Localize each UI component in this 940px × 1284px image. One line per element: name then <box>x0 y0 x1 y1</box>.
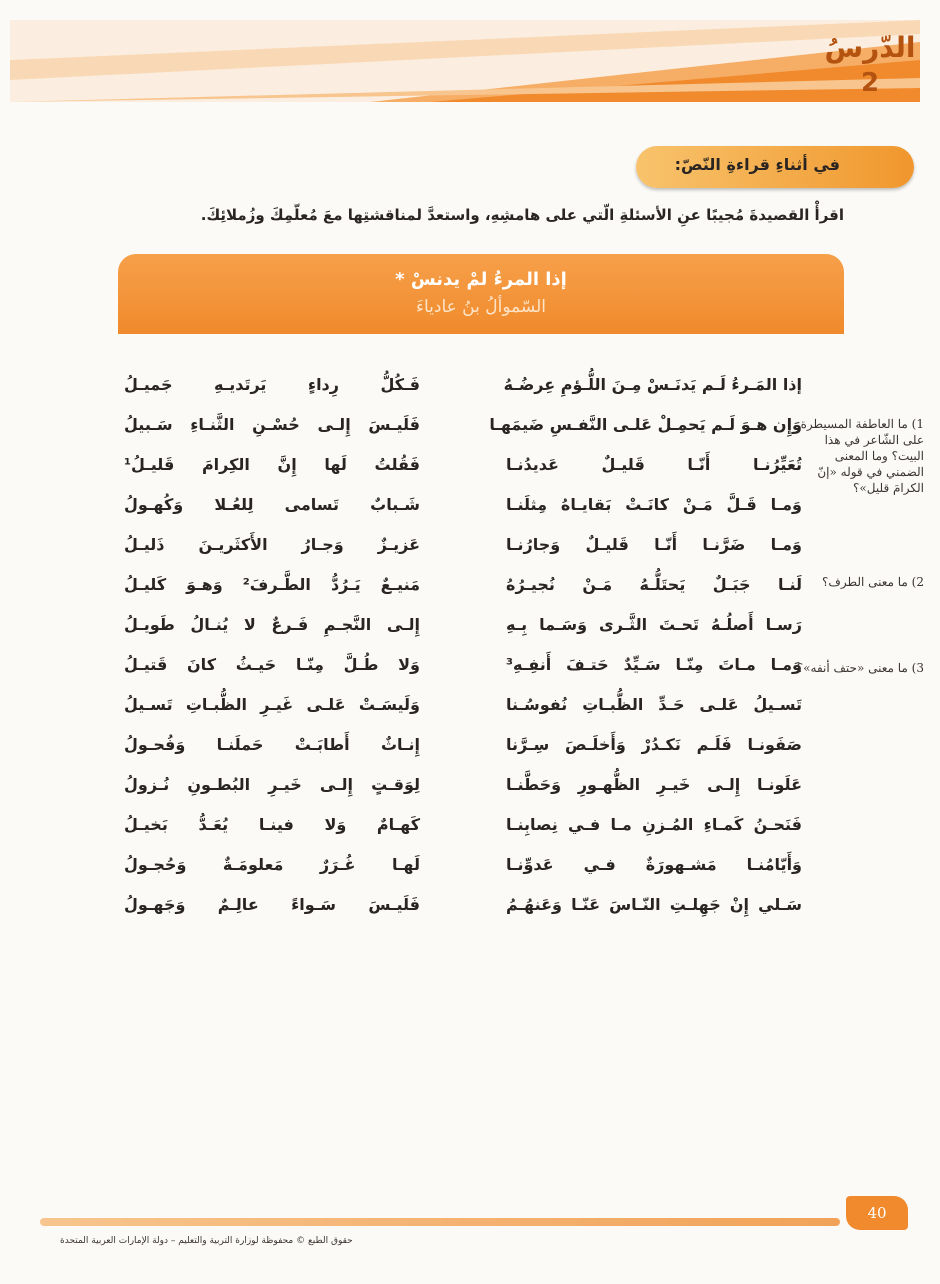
verse-first-hemistich: رَسـا أَصلُـهُ تَحـتَ الثَّـرى وَسَـما بِـهِ <box>506 615 802 634</box>
margin-question-2: 2) ما معنى الطرف؟ <box>822 575 924 589</box>
poem-verse <box>124 848 802 888</box>
verse-first-hemistich: صَفَونـا فَلَـم نَكـدُرْ وَأَخلَـصَ سِـرَّنا <box>506 735 802 754</box>
poet-name: السّموألُ بنُ عادياءَ <box>415 297 547 317</box>
poem-title: إذا المرءُ لمْ يدنسْ * <box>395 269 567 290</box>
poem-verse <box>124 648 802 688</box>
verse-second-hemistich: لَهـا غُـرَرٌ مَعلومَـةٌ وَحُجـولُ <box>124 855 420 874</box>
verse-second-hemistich: فَلَيـسَ سَـواءً عالِـمٌ وَجَهـولُ <box>124 895 420 914</box>
poem-verse <box>124 688 802 728</box>
verse-first-hemistich: وَمـا ضَرَّنـا أَنّـا قَليـلٌ وَجارُنـا <box>506 535 802 554</box>
verse-second-hemistich: وَلا طُـلَّ مِنّـا حَيـثُ كانَ قَتيـلُ <box>124 655 420 674</box>
verse-first-hemistich: وَمـا مـاتَ مِنّـا سَـيِّدٌ حَتـفَ أَنفِـهِ³ <box>506 655 802 674</box>
verse-first-hemistich: وَإِن هـوَ لَـم يَحمِـلْ عَلـى النَّفـسِ ضَيمَهـا <box>489 415 802 434</box>
verse-first-hemistich: تُعَيِّرُنـا أَنّـا قَليـلٌ عَديدُنـا <box>506 455 802 474</box>
copyright-notice: حقوق الطبع © محفوظة لوزارة التربية والتعليم – دولة الإمارات العربية المتحدة <box>60 1236 353 1246</box>
section-pill-label: في أثناءِ قراءةِ النّصّ: <box>674 155 840 174</box>
poem-title-block <box>118 254 844 334</box>
verse-second-hemistich: كَهـامٌ وَلا فينـا يُعَـدُّ بَخيـلُ <box>124 815 420 834</box>
verse-first-hemistich: تَسـيلُ عَلـى حَـدِّ الظُّبـاتِ نُفوسُـنا <box>506 695 802 714</box>
lesson-number: 2 <box>860 68 880 98</box>
margin-question-1: 1) ما العاطفة المسيطرة على الشّاعر في هذا البيت؟ وما المعنى الضمني في قوله «إنّ الكرامَ قليل»؟ <box>800 417 924 495</box>
verse-second-hemistich: شَـبابٌ تَسامى لِلعُـلا وَكُهـولُ <box>124 495 420 514</box>
verse-second-hemistich: فَـكُلُّ رِداءٍ يَرتَديـهِ جَميـلُ <box>124 375 420 394</box>
verse-first-hemistich: وَأَيّامُنـا مَشـهورَةٌ فـي عَدوِّنـا <box>506 855 802 874</box>
verse-first-hemistich: عَلَونـا إِلـى خَيـرِ الظُّهـورِ وَحَطَّنـا <box>506 775 802 794</box>
verse-second-hemistich: إِلـى النَّجـمِ فَـرعٌ لا يُنـالُ طَويـلُ <box>124 615 420 634</box>
verse-second-hemistich: فَلَيـسَ إِلـى حُسْـنِ الثَّنـاءِ سَـبيلُ <box>124 415 420 434</box>
verse-first-hemistich: إذا المَـرءُ لَـم يَدنَـسْ مِـنَ اللُّـؤمِ عِرضُـهُ <box>503 375 802 394</box>
verse-second-hemistich: إِنـاثٌ أَطابَـتْ حَملَنـا وَفُحـولُ <box>124 735 420 754</box>
poem-verse <box>124 888 802 928</box>
header-banner <box>10 20 920 102</box>
poem-verse <box>124 808 802 848</box>
poem-verse <box>124 408 802 448</box>
verse-second-hemistich: فَقُلتُ لَها إِنَّ الكِرامَ قَليـلُ¹ <box>124 455 420 474</box>
poem-verse <box>124 728 802 768</box>
poem-verse <box>124 568 802 608</box>
verse-first-hemistich: وَمـا قَـلَّ مَـنْ كانَـتْ بَقايـاهُ مِثلَنـا <box>506 495 802 514</box>
page-number: 40 <box>846 1196 908 1230</box>
poem-verse <box>124 768 802 808</box>
poem-verse <box>124 368 802 408</box>
poem-verse <box>124 448 802 488</box>
verse-second-hemistich: مَنيـعٌ يَـرُدُّ الطَّـرفَ² وَهـوَ كَليـلُ <box>124 575 421 594</box>
footer-divider <box>40 1218 840 1226</box>
margin-question-3: 3) ما معنى «حتف أنفه»؟ <box>796 661 924 675</box>
section-pill <box>636 146 914 188</box>
verse-first-hemistich: لَنـا جَبَـلٌ يَحتَلُّـهُ مَـنْ نُجيـرُهُ <box>506 575 802 594</box>
poem-verse <box>124 488 802 528</box>
verse-first-hemistich: سَـلي إِنْ جَهِلـتِ النّـاسَ عَنّـا وَعَنهُـمُ <box>506 895 802 914</box>
verse-second-hemistich: عَزيـزٌ وَجـارُ الأَكثَريـنَ ذَليـلُ <box>124 535 420 554</box>
verse-second-hemistich: لِوَقـتٍ إِلـى خَيـرِ البُطـونِ نُـزولُ <box>124 775 420 794</box>
poem-verse <box>124 608 802 648</box>
poem-verse <box>124 528 802 568</box>
poem-body <box>124 368 802 928</box>
instruction-text: اقرأْ القصيدةَ مُجيبًا عنِ الأسئلةِ الّتي على هامشِهِ، واستعدَّ لمناقشتِها معَ مُعلّمِكَ وزُملائِكَ. <box>200 206 844 224</box>
verse-first-hemistich: فَنَحـنُ كَمـاءِ المُـزنِ مـا فـي نِصابِنـا <box>506 815 802 834</box>
lesson-word: الدّرسُ <box>824 31 916 64</box>
verse-second-hemistich: وَلَيسَـتْ عَلـى غَيـرِ الظُّبـاتِ تَسـيلُ <box>124 695 420 714</box>
lesson-label <box>820 20 920 102</box>
